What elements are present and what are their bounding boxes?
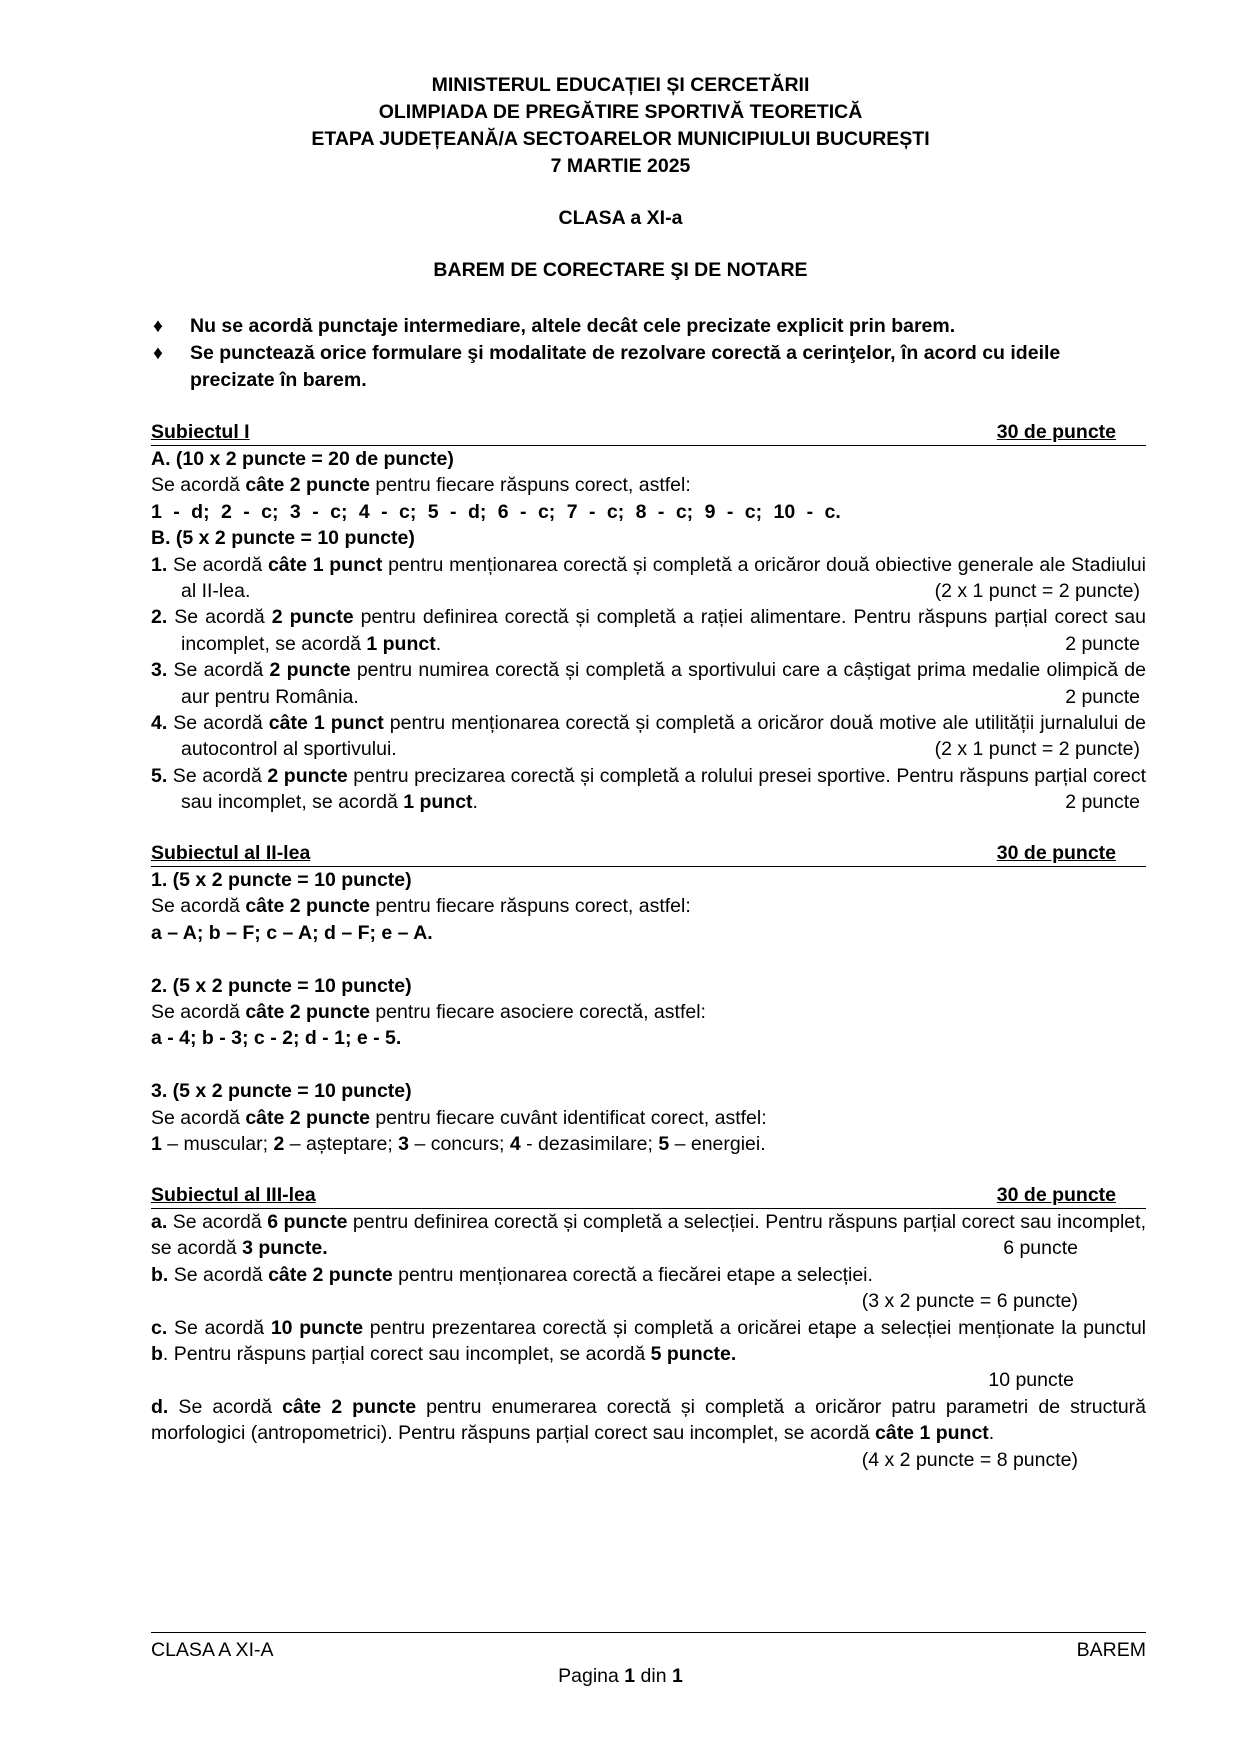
scoring-paragraph: [151, 1078, 1146, 1104]
text-run: Se acordă: [168, 1395, 283, 1418]
text-run: 2 puncte: [269, 659, 351, 682]
page-number: [0, 1663, 1241, 1689]
text-run: 1 punct: [403, 791, 473, 814]
scoring-paragraph: [151, 1209, 1146, 1262]
text-run: câte 2 puncte: [245, 1106, 370, 1129]
text-run: Se acordă: [167, 764, 268, 787]
text-run: b: [151, 1343, 163, 1366]
text-run: câte 2 puncte: [268, 1263, 393, 1286]
scoring-paragraph: [151, 710, 1146, 763]
instructions-list: [151, 313, 1146, 394]
diamond-bullet-icon: ♦: [153, 315, 163, 337]
scoring-paragraph: [151, 999, 1146, 1025]
text-run: .: [988, 1422, 995, 1445]
text-run: 6 puncte: [267, 1211, 348, 1233]
text-run: a.: [151, 1211, 168, 1233]
section-title: Subiectul al III-lea: [151, 1184, 316, 1206]
text-run: Se acordă: [151, 1106, 246, 1129]
spacer: [151, 1052, 1146, 1078]
scoring-paragraph: [151, 973, 1146, 999]
exam-date: 7 MARTIE 2025: [550, 155, 691, 177]
text-run: pentru fiecare asociere corectă, astfel:: [369, 1001, 706, 1024]
text-run: câte 1 punct: [875, 1422, 989, 1445]
text-run: 1 - d; 2 - c; 3 - c; 4 - c; 5 - d; 6 - c; 7 - c; 8 - c; 9 - c; 10 - c.: [151, 500, 841, 523]
text-run: 2 puncte: [267, 764, 348, 787]
text-run: B. (5 x 2 puncte = 10 puncte): [151, 527, 415, 550]
item-score: 10 puncte: [988, 1369, 1074, 1392]
section-points: 30 de puncte: [996, 1184, 1116, 1206]
text-run: pentru prezentarea corectă și completă a oricărei etape a selecției menționate la punctul: [363, 1316, 1146, 1339]
footer-doc-type: BAREM: [1076, 1639, 1146, 1661]
scoring-paragraph: [151, 1394, 1146, 1471]
scoring-paragraph: [151, 893, 1146, 919]
text-run: 1.: [151, 553, 168, 576]
section-points: 30 de puncte: [996, 421, 1116, 443]
text-run: pentru fiecare cuvânt identificat corect, astfel:: [369, 1106, 767, 1129]
section-subiectul-1: [151, 420, 1146, 816]
text-run: 1. (5 x 2 puncte = 10 puncte): [151, 869, 412, 891]
text-run: 3 puncte.: [242, 1237, 328, 1260]
item-score: 6 puncte: [1003, 1237, 1078, 1260]
footer: [151, 1637, 1146, 1663]
class-label: CLASA a XI-a: [558, 207, 683, 229]
scoring-paragraph: [151, 446, 1146, 472]
item-score: 2 puncte: [1065, 685, 1140, 708]
scoring-paragraph: [151, 1262, 1146, 1315]
text-run: d.: [151, 1395, 169, 1418]
section-points: 30 de puncte: [996, 842, 1116, 864]
text-run: . Pentru răspuns parțial corect sau incomplet, se acordă: [162, 1343, 651, 1366]
text-run: 1 punct: [366, 632, 436, 655]
ministry-title: MINISTERUL EDUCAȚIEI ȘI CERCETĂRII: [431, 74, 810, 96]
instruction-item: [151, 313, 1146, 340]
item-score: (2 x 1 punct = 2 puncte): [934, 738, 1140, 761]
scoring-paragraph: [151, 1025, 1146, 1051]
scoring-paragraph: [151, 525, 1146, 551]
text-run: Se acordă: [151, 895, 246, 918]
text-run: – muscular;: [161, 1133, 274, 1156]
section-subiectul-2: [151, 841, 1146, 1157]
text-run: 5.: [151, 764, 168, 787]
section-header: [151, 841, 1146, 867]
text-run: pentru menționarea corectă și completă a oricăror două motive ale utilității jurnalului de autocontrol al sportivului.: [181, 712, 1146, 761]
scoring-paragraph: [151, 867, 1146, 893]
text-run: pentru precizarea corectă și completă a rolului presei sportive. Pentru răspuns parțial corect sau incomplet, se acordă: [181, 764, 1146, 814]
text-run: 2: [273, 1133, 285, 1156]
text-run: – energiei.: [669, 1133, 766, 1156]
text-run: pentru fiecare răspuns corect, astfel:: [369, 474, 691, 497]
text-run: pentru definirea corectă și completă a selecției. Pentru răspuns parțial corect sau incomplet, se acordă: [151, 1211, 1146, 1260]
text-run: Se acordă: [151, 474, 246, 497]
scoring-paragraph: [151, 920, 1146, 946]
text-run: 5: [658, 1133, 670, 1156]
text-run: pentru menționarea corectă a fiecărei etape a selecției.: [392, 1263, 873, 1286]
text-run: 1: [151, 1133, 162, 1156]
text-run: Se acordă: [167, 553, 268, 576]
answer-key: [151, 499, 1146, 525]
text-run: .: [472, 791, 478, 814]
page-mid: din: [635, 1665, 672, 1687]
scoring-paragraph: [151, 552, 1146, 605]
scoring-paragraph: [151, 657, 1146, 710]
scoring-paragraph: [151, 1105, 1146, 1131]
text-run: 2. (5 x 2 puncte = 10 puncte): [151, 974, 412, 997]
page-prefix: Pagina: [558, 1665, 625, 1687]
text-run: – așteptare;: [284, 1133, 399, 1156]
text-run: pentru menționarea corectă și completă a oricăror două obiective generale ale Stadiului al II-lea.: [181, 553, 1146, 603]
olympiad-title: OLIMPIADA DE PREGĂTIRE SPORTIVĂ TEORETICĂ: [378, 101, 863, 123]
section-header: [151, 420, 1146, 446]
text-run: 3: [398, 1133, 410, 1156]
text-run: b.: [151, 1263, 169, 1286]
text-run: .: [435, 632, 442, 655]
text-run: 4.: [151, 712, 168, 735]
spacer: [151, 946, 1146, 972]
text-run: Se acordă: [167, 1211, 268, 1233]
text-run: 4: [509, 1133, 521, 1156]
text-run: c.: [151, 1316, 168, 1339]
scoring-paragraph: [151, 1131, 1146, 1157]
text-run: pentru enumerarea corectă și completă a oricăror patru parametri de structură morfologici (antropometrici). Pentru răspuns parțial corect sau incomplet, se acordă: [151, 1395, 1146, 1445]
text-run: câte 2 puncte: [245, 474, 370, 497]
instruction-text: Nu se acordă punctaje intermediare, altele decât cele precizate explicit prin barem.: [190, 315, 956, 337]
text-run: Se acordă: [167, 606, 272, 629]
text-run: câte 1 punct: [268, 712, 384, 735]
item-score: 2 puncte: [1065, 632, 1140, 655]
text-run: a – A; b – F; c – A; d – F; e – A.: [151, 921, 433, 944]
item-score: (4 x 2 puncte = 8 puncte): [861, 1448, 1078, 1471]
page-current: 1: [624, 1665, 636, 1687]
section-title: Subiectul I: [151, 421, 250, 443]
text-run: 3.: [151, 659, 168, 682]
diamond-bullet-icon: ♦: [153, 342, 163, 364]
item-score: (2 x 1 punct = 2 puncte): [934, 580, 1140, 603]
text-run: 2 puncte: [271, 606, 354, 629]
text-run: A. (10 x 2 puncte = 20 de puncte): [151, 448, 454, 470]
text-run: pentru fiecare răspuns corect, astfel:: [369, 895, 691, 918]
section-subiectul-3: [151, 1183, 1146, 1473]
text-run: câte 2 puncte: [245, 1001, 370, 1024]
text-run: 2.: [151, 606, 168, 629]
text-run: câte 2 puncte: [282, 1395, 417, 1418]
item-score: (3 x 2 puncte = 6 puncte): [861, 1290, 1078, 1313]
footer-class: CLASA A XI-A: [151, 1639, 274, 1661]
scoring-paragraph: [151, 604, 1146, 657]
text-run: Se acordă: [167, 659, 270, 682]
text-run: câte 1 punct: [267, 553, 383, 576]
text-run: 5 puncte.: [650, 1343, 737, 1366]
text-run: Se acordă: [167, 1316, 271, 1339]
section-header: [151, 1183, 1146, 1209]
footer-divider: [151, 1632, 1146, 1633]
document-title: BAREM DE CORECTARE ŞI DE NOTARE: [433, 259, 808, 281]
text-run: câte 2 puncte: [245, 895, 370, 918]
text-run: Se acordă: [167, 712, 269, 735]
text-run: pentru numirea corectă și completă a sportivului care a câștigat prima medalie olimpică de aur pentru România.: [181, 659, 1146, 708]
section-title: Subiectul al II-lea: [151, 842, 311, 864]
text-run: Se acordă: [168, 1263, 269, 1286]
stage-title: ETAPA JUDEȚEANĂ/A SECTOARELOR MUNICIPIULUI BUCUREȘTI: [311, 128, 930, 150]
text-run: - dezasimilare;: [520, 1133, 659, 1156]
scoring-paragraph: [151, 472, 1146, 498]
instruction-text: Se punctează orice formulare şi modalitate de rezolvare corectă a cerinţelor, în acord cu ideile precizate în barem.: [190, 342, 1061, 391]
instruction-item: [151, 340, 1146, 394]
text-run: – concurs;: [409, 1133, 510, 1156]
scoring-paragraph: [151, 1315, 1146, 1394]
text-run: pentru definirea corectă și completă a rației alimentare. Pentru răspuns parțial corect sau incomplet, se acordă: [181, 606, 1146, 655]
text-run: a - 4; b - 3; c - 2; d - 1; e - 5.: [151, 1027, 402, 1050]
text-run: Se acordă: [151, 1001, 246, 1024]
text-run: 10 puncte: [270, 1316, 364, 1339]
scoring-paragraph: [151, 763, 1146, 816]
item-score: 2 puncte: [1065, 791, 1140, 814]
page-total: 1: [672, 1665, 683, 1687]
text-run: 3. (5 x 2 puncte = 10 puncte): [151, 1080, 412, 1103]
